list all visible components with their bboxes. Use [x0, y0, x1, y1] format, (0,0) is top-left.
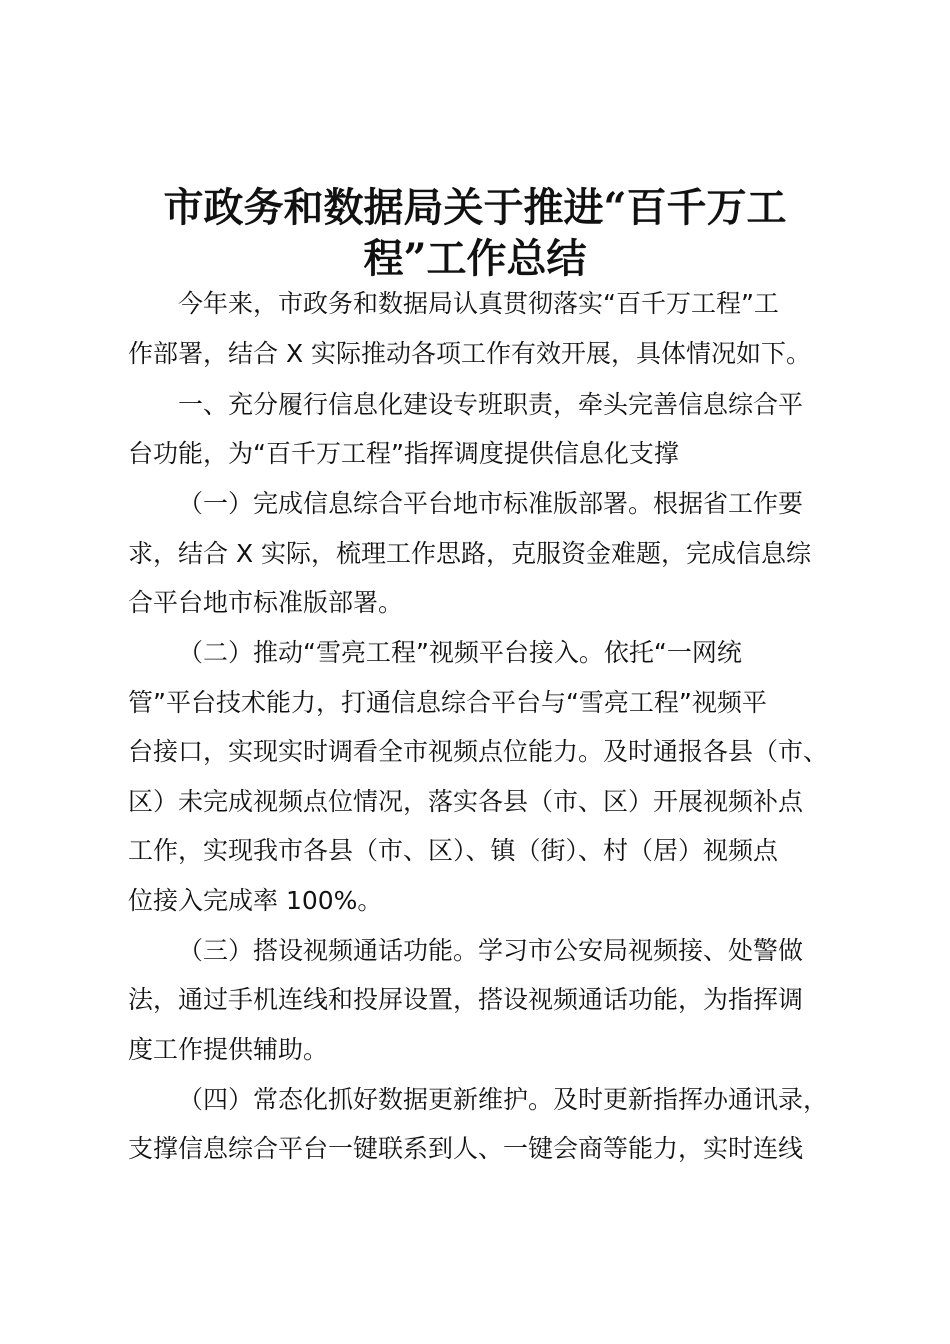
- item-2-paragraph-line: 区）未完成视频点位情况，落实各县（市、区）开展视频补点: [128, 787, 804, 816]
- item-2-paragraph-line: 工作，实现我市各县（市、区）、镇（街）、村（居）视频点: [128, 836, 779, 865]
- item-1-paragraph-line: 求，结合 X 实际，梳理工作思路，克服资金难题，完成信息综: [128, 539, 812, 568]
- item-3-paragraph-line: 度工作提供辅助。: [128, 1035, 329, 1064]
- item-4-paragraph-line: 支撑信息综合平台一键联系到人、一键会商等能力，实时连线: [128, 1134, 804, 1163]
- item-2-paragraph-line: 台接口，实现实时调看全市视频点位能力。及时通报各县（市、: [128, 737, 829, 766]
- item-3-paragraph-line: 法，通过手机连线和投屏设置，搭设视频通话功能，为指挥调: [128, 985, 804, 1014]
- item-2-paragraph-line: 管”平台技术能力，打通信息综合平台与“雪亮工程”视频平: [128, 688, 767, 717]
- section-heading-line: 台功能，为“百千万工程”指挥调度提供信息化支撑: [128, 439, 679, 468]
- intro-paragraph-line: 作部署，结合 X 实际推动各项工作有效开展，具体情况如下。: [128, 339, 812, 368]
- item-2-paragraph-line: 位接入完成率 100%。: [128, 886, 383, 915]
- section-heading-line: 一、充分履行信息化建设专班职责，牵头完善信息综合平: [178, 390, 804, 419]
- item-4-paragraph-line: （四）常态化抓好数据更新维护。及时更新指挥办通讯录，: [178, 1085, 829, 1114]
- item-3-paragraph-line: （三）搭设视频通话功能。学习市公安局视频接、处警做: [178, 936, 804, 965]
- intro-paragraph-line: 今年来，市政务和数据局认真贯彻落实“百千万工程”工: [178, 289, 779, 318]
- document-title-line-1: 市政务和数据局关于推进“百千万工: [163, 184, 787, 231]
- item-1-paragraph-line: 合平台地市标准版部署。: [128, 588, 404, 617]
- item-1-paragraph-line: （一）完成信息综合平台地市标准版部署。根据省工作要: [178, 489, 804, 518]
- document-title-line-2: 程”工作总结: [363, 235, 587, 282]
- item-2-paragraph-line: （二）推动“雪亮工程”视频平台接入。依托“一网统: [178, 638, 742, 667]
